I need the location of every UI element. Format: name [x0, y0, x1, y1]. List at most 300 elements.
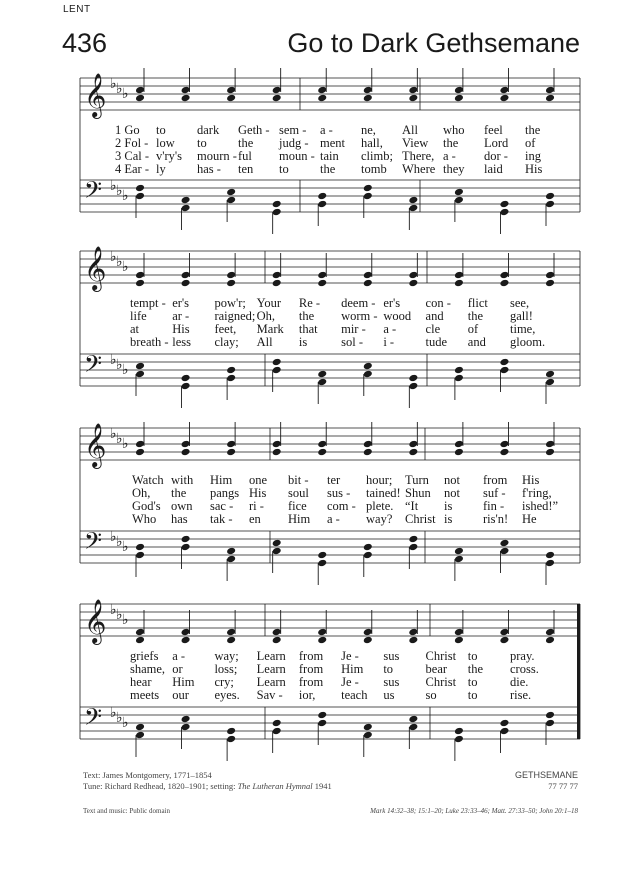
notehead [499, 448, 509, 457]
notehead [408, 271, 418, 280]
notehead [363, 271, 373, 280]
lyric-syllable: die. [510, 675, 529, 689]
notehead [181, 715, 191, 724]
flat-icon: ♭ [110, 249, 117, 265]
notehead [317, 370, 327, 379]
notehead [363, 723, 373, 732]
lyric-syllable: the [238, 136, 254, 150]
lyric-syllable: the [443, 136, 459, 150]
notehead [545, 378, 555, 387]
lyric-syllable: tomb [361, 162, 387, 176]
lyric-line [130, 310, 550, 323]
flat-icon: ♭ [122, 612, 129, 628]
notehead [181, 86, 191, 95]
notehead [226, 86, 236, 95]
flat-icon: ♭ [122, 539, 129, 555]
lyric-syllable: to [467, 688, 478, 702]
lyric-syllable: loss; [214, 662, 238, 676]
notehead [545, 711, 555, 720]
lyric-syllable: us [383, 688, 395, 702]
lyric-syllable: laid [484, 162, 503, 176]
notehead [272, 440, 282, 449]
notehead [317, 271, 327, 280]
flat-icon: ♭ [116, 607, 123, 623]
lyric-syllable: at [130, 322, 140, 336]
lyric-syllable: tude [425, 335, 448, 349]
lyric-syllable: ne, [361, 123, 376, 137]
notehead [454, 279, 464, 288]
lyric-syllable: cross. [510, 662, 539, 676]
notehead [499, 636, 509, 645]
notehead [499, 358, 509, 367]
lyric-syllable: ri - [249, 499, 264, 513]
lyric-syllable: is [444, 499, 453, 513]
lyric-syllable: 4 Ear - [115, 162, 150, 176]
flat-icon: ♭ [110, 602, 117, 618]
notehead [181, 628, 191, 637]
notehead [363, 636, 373, 645]
notehead [272, 448, 282, 457]
lyric-syllable: or [172, 662, 183, 676]
lyric-syllable: plete. [366, 499, 394, 513]
notehead [181, 543, 191, 552]
notehead [181, 535, 191, 544]
notehead [545, 200, 555, 209]
scripture-references: Mark 14:32–38; 15:1–20; Luke 23:33–46; Matt. 27:33–50; John 20:1–18 [370, 807, 578, 815]
flat-icon: ♭ [116, 534, 123, 550]
notehead [135, 370, 145, 379]
notehead [226, 196, 236, 205]
lyric-syllable: tak - [210, 512, 233, 526]
lyric-syllable: own [171, 499, 193, 513]
flat-icon: ♭ [122, 715, 129, 731]
notehead [226, 735, 236, 744]
lyric-syllable: of [467, 322, 479, 336]
lyric-syllable: the [171, 486, 187, 500]
notehead [545, 628, 555, 637]
bass-clef-icon: 𝄢 [84, 527, 103, 560]
notehead [408, 628, 418, 637]
flat-icon: ♭ [122, 86, 129, 102]
lyric-syllable: sem - [279, 123, 307, 137]
lyric-syllable: gall! [510, 309, 533, 323]
notehead [499, 727, 509, 736]
notehead [226, 271, 236, 280]
notehead [454, 374, 464, 383]
tune-year: 1941 [314, 781, 332, 791]
notehead [454, 366, 464, 375]
flat-icon: ♭ [116, 183, 123, 199]
lyric-syllable: i - [383, 335, 395, 349]
notehead [317, 279, 327, 288]
notehead [181, 448, 191, 457]
tune-source: The Lutheran Hymnal [237, 781, 313, 791]
flat-icon: ♭ [110, 178, 117, 194]
notehead [226, 94, 236, 103]
lyric-syllable: the [320, 162, 336, 176]
flat-icon: ♭ [122, 259, 129, 275]
flat-icon: ♭ [110, 426, 117, 442]
notehead [454, 555, 464, 564]
lyric-syllable: to [467, 649, 478, 663]
meter: 77 77 77 [548, 781, 578, 791]
notehead [317, 94, 327, 103]
lyric-syllable: has [171, 512, 188, 526]
notehead [454, 188, 464, 197]
lyric-syllable: of [525, 136, 536, 150]
notehead [226, 440, 236, 449]
lyric-syllable: Him [288, 512, 311, 526]
lyric-syllable: com - [327, 499, 356, 513]
lyric-syllable: tain [320, 149, 339, 163]
notehead [317, 378, 327, 387]
lyric-syllable: judg - [279, 136, 309, 150]
lyric-syllable: ter [327, 473, 341, 487]
notehead [135, 723, 145, 732]
notehead [545, 370, 555, 379]
notehead [408, 448, 418, 457]
notehead [499, 200, 509, 209]
notehead [545, 86, 555, 95]
lyric-syllable: ing [525, 149, 541, 163]
notehead [408, 204, 418, 213]
lyric-syllable: ior, [298, 688, 316, 702]
lyric-syllable: soul [288, 486, 309, 500]
lyric-syllable: Your [256, 296, 282, 310]
hymn-number: 436 [62, 28, 108, 58]
lyric-syllable: to [383, 662, 394, 676]
notehead [499, 719, 509, 728]
notehead [545, 279, 555, 288]
notehead [135, 94, 145, 103]
lyrics-system-4 [130, 650, 550, 702]
treble-clef-icon: 𝄞 [84, 423, 107, 467]
lyric-syllable: sac - [210, 499, 234, 513]
lyric-syllable: Where [402, 162, 436, 176]
lyrics-system-1 [115, 124, 565, 176]
lyric-syllable: Watch [132, 473, 164, 487]
notehead [408, 636, 418, 645]
tune-name: GETHSEMANE [514, 770, 578, 780]
flat-icon: ♭ [122, 188, 129, 204]
notehead [545, 636, 555, 645]
notehead [181, 279, 191, 288]
lyric-syllable: breath - [130, 335, 169, 349]
notehead [408, 440, 418, 449]
notehead [454, 547, 464, 556]
notehead [317, 719, 327, 728]
lyric-syllable: not [444, 486, 460, 500]
lyric-syllable: mir - [341, 322, 366, 336]
notehead [317, 200, 327, 209]
lyric-syllable: our [172, 688, 189, 702]
notehead [499, 366, 509, 375]
notehead [272, 636, 282, 645]
notehead [226, 555, 236, 564]
notehead [408, 715, 418, 724]
lyric-syllable: Christ [425, 675, 457, 689]
notehead [545, 448, 555, 457]
lyric-syllable: who [443, 123, 465, 137]
lyric-syllable: sus [383, 675, 400, 689]
lyric-syllable: hour; [366, 473, 393, 487]
lyric-syllable: mourn - [197, 149, 237, 163]
notehead [363, 94, 373, 103]
notehead [135, 362, 145, 371]
lyric-syllable: the [467, 309, 484, 323]
bass-clef-icon: 𝄢 [84, 703, 103, 736]
lyrics-system-3 [132, 474, 562, 526]
notehead [181, 382, 191, 391]
lyric-syllable: er's [383, 296, 401, 310]
lyric-syllable: a - [320, 123, 333, 137]
lyric-syllable: Je - [341, 649, 359, 663]
notehead [135, 628, 145, 637]
copyright: Text and music: Public domain [83, 807, 170, 815]
notehead [272, 271, 282, 280]
notehead [454, 636, 464, 645]
notehead [135, 731, 145, 740]
lyric-syllable: His [522, 473, 540, 487]
lyric-syllable: sus [383, 649, 400, 663]
flat-icon: ♭ [116, 254, 123, 270]
notehead [272, 358, 282, 367]
lyric-syllable: and [467, 335, 486, 349]
lyric-syllable: tempt - [130, 296, 166, 310]
notehead [181, 636, 191, 645]
hymn-title: Go to Dark Gethsemane [287, 28, 580, 58]
notehead [317, 636, 327, 645]
lyric-syllable: Learn [256, 649, 286, 663]
lyric-syllable: feet, [214, 322, 237, 336]
lyric-syllable: Je - [341, 675, 359, 689]
lyric-syllable: from [483, 473, 508, 487]
notehead [226, 727, 236, 736]
lyric-syllable: 2 Fol - [115, 136, 149, 150]
lyric-syllable: All [402, 123, 418, 137]
notehead [272, 279, 282, 288]
notehead [226, 547, 236, 556]
lyric-syllable: fin - [483, 499, 505, 513]
lyric-syllable: “It [405, 499, 419, 513]
lyric-syllable: eyes. [214, 688, 240, 702]
notehead [454, 440, 464, 449]
lyric-syllable: teach [341, 688, 368, 702]
lyric-line [115, 163, 565, 176]
notehead [408, 723, 418, 732]
notehead [545, 719, 555, 728]
lyric-syllable: the [467, 662, 484, 676]
lyric-syllable: bear [425, 662, 448, 676]
lyric-line [130, 676, 550, 689]
lyric-syllable: a - [172, 649, 186, 663]
lyric-syllable: He [522, 512, 537, 526]
lyric-syllable: Christ [425, 649, 457, 663]
lyric-line [130, 689, 550, 702]
lyric-syllable: cry; [214, 675, 234, 689]
lyric-syllable: Him [172, 675, 195, 689]
lyric-syllable: one [249, 473, 268, 487]
lyric-syllable: sol - [341, 335, 363, 349]
lyric-syllable: tained! [366, 486, 401, 500]
lyric-syllable: pow'r; [214, 296, 246, 310]
notehead [135, 184, 145, 193]
notehead [272, 94, 282, 103]
lyric-syllable: low [156, 136, 175, 150]
lyric-syllable: the [525, 123, 541, 137]
notehead [181, 723, 191, 732]
lyric-syllable: pray. [510, 649, 535, 663]
notehead [454, 94, 464, 103]
lyric-syllable: dark [197, 123, 220, 137]
notehead [272, 727, 282, 736]
lyric-syllable: ris'n! [483, 512, 509, 526]
notehead [499, 271, 509, 280]
lyric-syllable: deem - [341, 296, 376, 310]
notehead [545, 559, 555, 568]
lyric-syllable: from [298, 675, 324, 689]
lyric-syllable: life [130, 309, 147, 323]
lyric-syllable: God's [132, 499, 161, 513]
notehead [135, 543, 145, 552]
notehead [363, 192, 373, 201]
lyric-syllable: moun - [279, 149, 315, 163]
lyric-syllable: hall, [361, 136, 383, 150]
lyric-syllable: His [525, 162, 543, 176]
lyric-syllable: a - [327, 512, 340, 526]
notehead [499, 94, 509, 103]
lyric-syllable: shame, [130, 662, 166, 676]
lyric-syllable: dor - [484, 149, 508, 163]
notehead [408, 382, 418, 391]
notehead [363, 543, 373, 552]
lyric-syllable: Christ [405, 512, 436, 526]
lyric-syllable: Shun [405, 486, 431, 500]
notehead [135, 440, 145, 449]
lyric-syllable: ar - [172, 309, 190, 323]
notehead [181, 94, 191, 103]
lyric-syllable: sus - [327, 486, 351, 500]
notehead [545, 271, 555, 280]
lyric-syllable: f'ring, [522, 486, 552, 500]
lyric-syllable: Learn [256, 662, 286, 676]
lyric-syllable: the [298, 309, 315, 323]
lyric-syllable: bit - [288, 473, 309, 487]
notehead [272, 719, 282, 728]
notehead [408, 374, 418, 383]
notehead [226, 374, 236, 383]
notehead [226, 188, 236, 197]
notehead [317, 86, 327, 95]
notehead [363, 370, 373, 379]
notehead [317, 559, 327, 568]
notehead [317, 551, 327, 560]
notehead [272, 208, 282, 217]
lyric-syllable: v'ry's [156, 149, 183, 163]
lyric-syllable: con - [425, 296, 451, 310]
notehead [545, 94, 555, 103]
lyric-syllable: Oh, [256, 309, 276, 323]
notehead [181, 204, 191, 213]
notehead [317, 711, 327, 720]
lyric-syllable: Learn [256, 675, 286, 689]
flat-icon: ♭ [116, 357, 123, 373]
lyric-syllable: His [172, 322, 190, 336]
notehead [135, 551, 145, 560]
notehead [408, 94, 418, 103]
notehead [499, 547, 509, 556]
notehead [363, 731, 373, 740]
notehead [454, 735, 464, 744]
lyric-line [132, 513, 562, 526]
notehead [226, 448, 236, 457]
lyric-syllable: is [298, 335, 308, 349]
notehead [272, 539, 282, 548]
lyric-syllable: flict [467, 296, 488, 310]
lyric-line [130, 323, 550, 336]
notehead [363, 362, 373, 371]
lyric-syllable: that [298, 322, 318, 336]
notehead [454, 271, 464, 280]
lyric-syllable: ly [156, 162, 166, 176]
notehead [408, 535, 418, 544]
flat-icon: ♭ [110, 352, 117, 368]
lyric-syllable: Geth - [238, 123, 270, 137]
notehead [454, 628, 464, 637]
notehead [499, 628, 509, 637]
lyric-syllable: to [467, 675, 478, 689]
notehead [135, 192, 145, 201]
notehead [226, 366, 236, 375]
lyric-syllable: rise. [510, 688, 532, 702]
lyric-syllable: griefs [130, 649, 159, 663]
lyric-syllable: not [444, 473, 460, 487]
notehead [135, 86, 145, 95]
notehead [363, 184, 373, 193]
lyric-syllable: ten [238, 162, 254, 176]
lyric-syllable: they [443, 162, 465, 176]
lyric-syllable: with [171, 473, 194, 487]
lyric-syllable: to [156, 123, 166, 137]
notehead [499, 86, 509, 95]
lyric-line [130, 650, 550, 663]
notehead [454, 86, 464, 95]
lyric-syllable: so [425, 688, 437, 702]
notehead [545, 551, 555, 560]
lyric-syllable: er's [172, 296, 190, 310]
treble-clef-icon: 𝄞 [84, 246, 107, 290]
lyric-syllable: 1 Go [115, 123, 140, 137]
notehead [454, 727, 464, 736]
notehead [317, 440, 327, 449]
flat-icon: ♭ [122, 362, 129, 378]
notehead [135, 279, 145, 288]
lyric-syllable: clay; [214, 335, 239, 349]
notehead [181, 196, 191, 205]
text-credit: Text: James Montgomery, 1771–1854 [83, 770, 212, 780]
lyric-line [130, 336, 550, 349]
lyric-syllable: raigned; [214, 309, 256, 323]
lyric-syllable: hear [130, 675, 152, 689]
flat-icon: ♭ [122, 436, 129, 452]
lyric-syllable: ful [238, 149, 252, 163]
notehead [499, 208, 509, 217]
lyric-syllable: ment [320, 136, 345, 150]
notehead [181, 271, 191, 280]
notehead [272, 628, 282, 637]
lyric-syllable: from [298, 649, 324, 663]
lyric-syllable: suf - [483, 486, 506, 500]
